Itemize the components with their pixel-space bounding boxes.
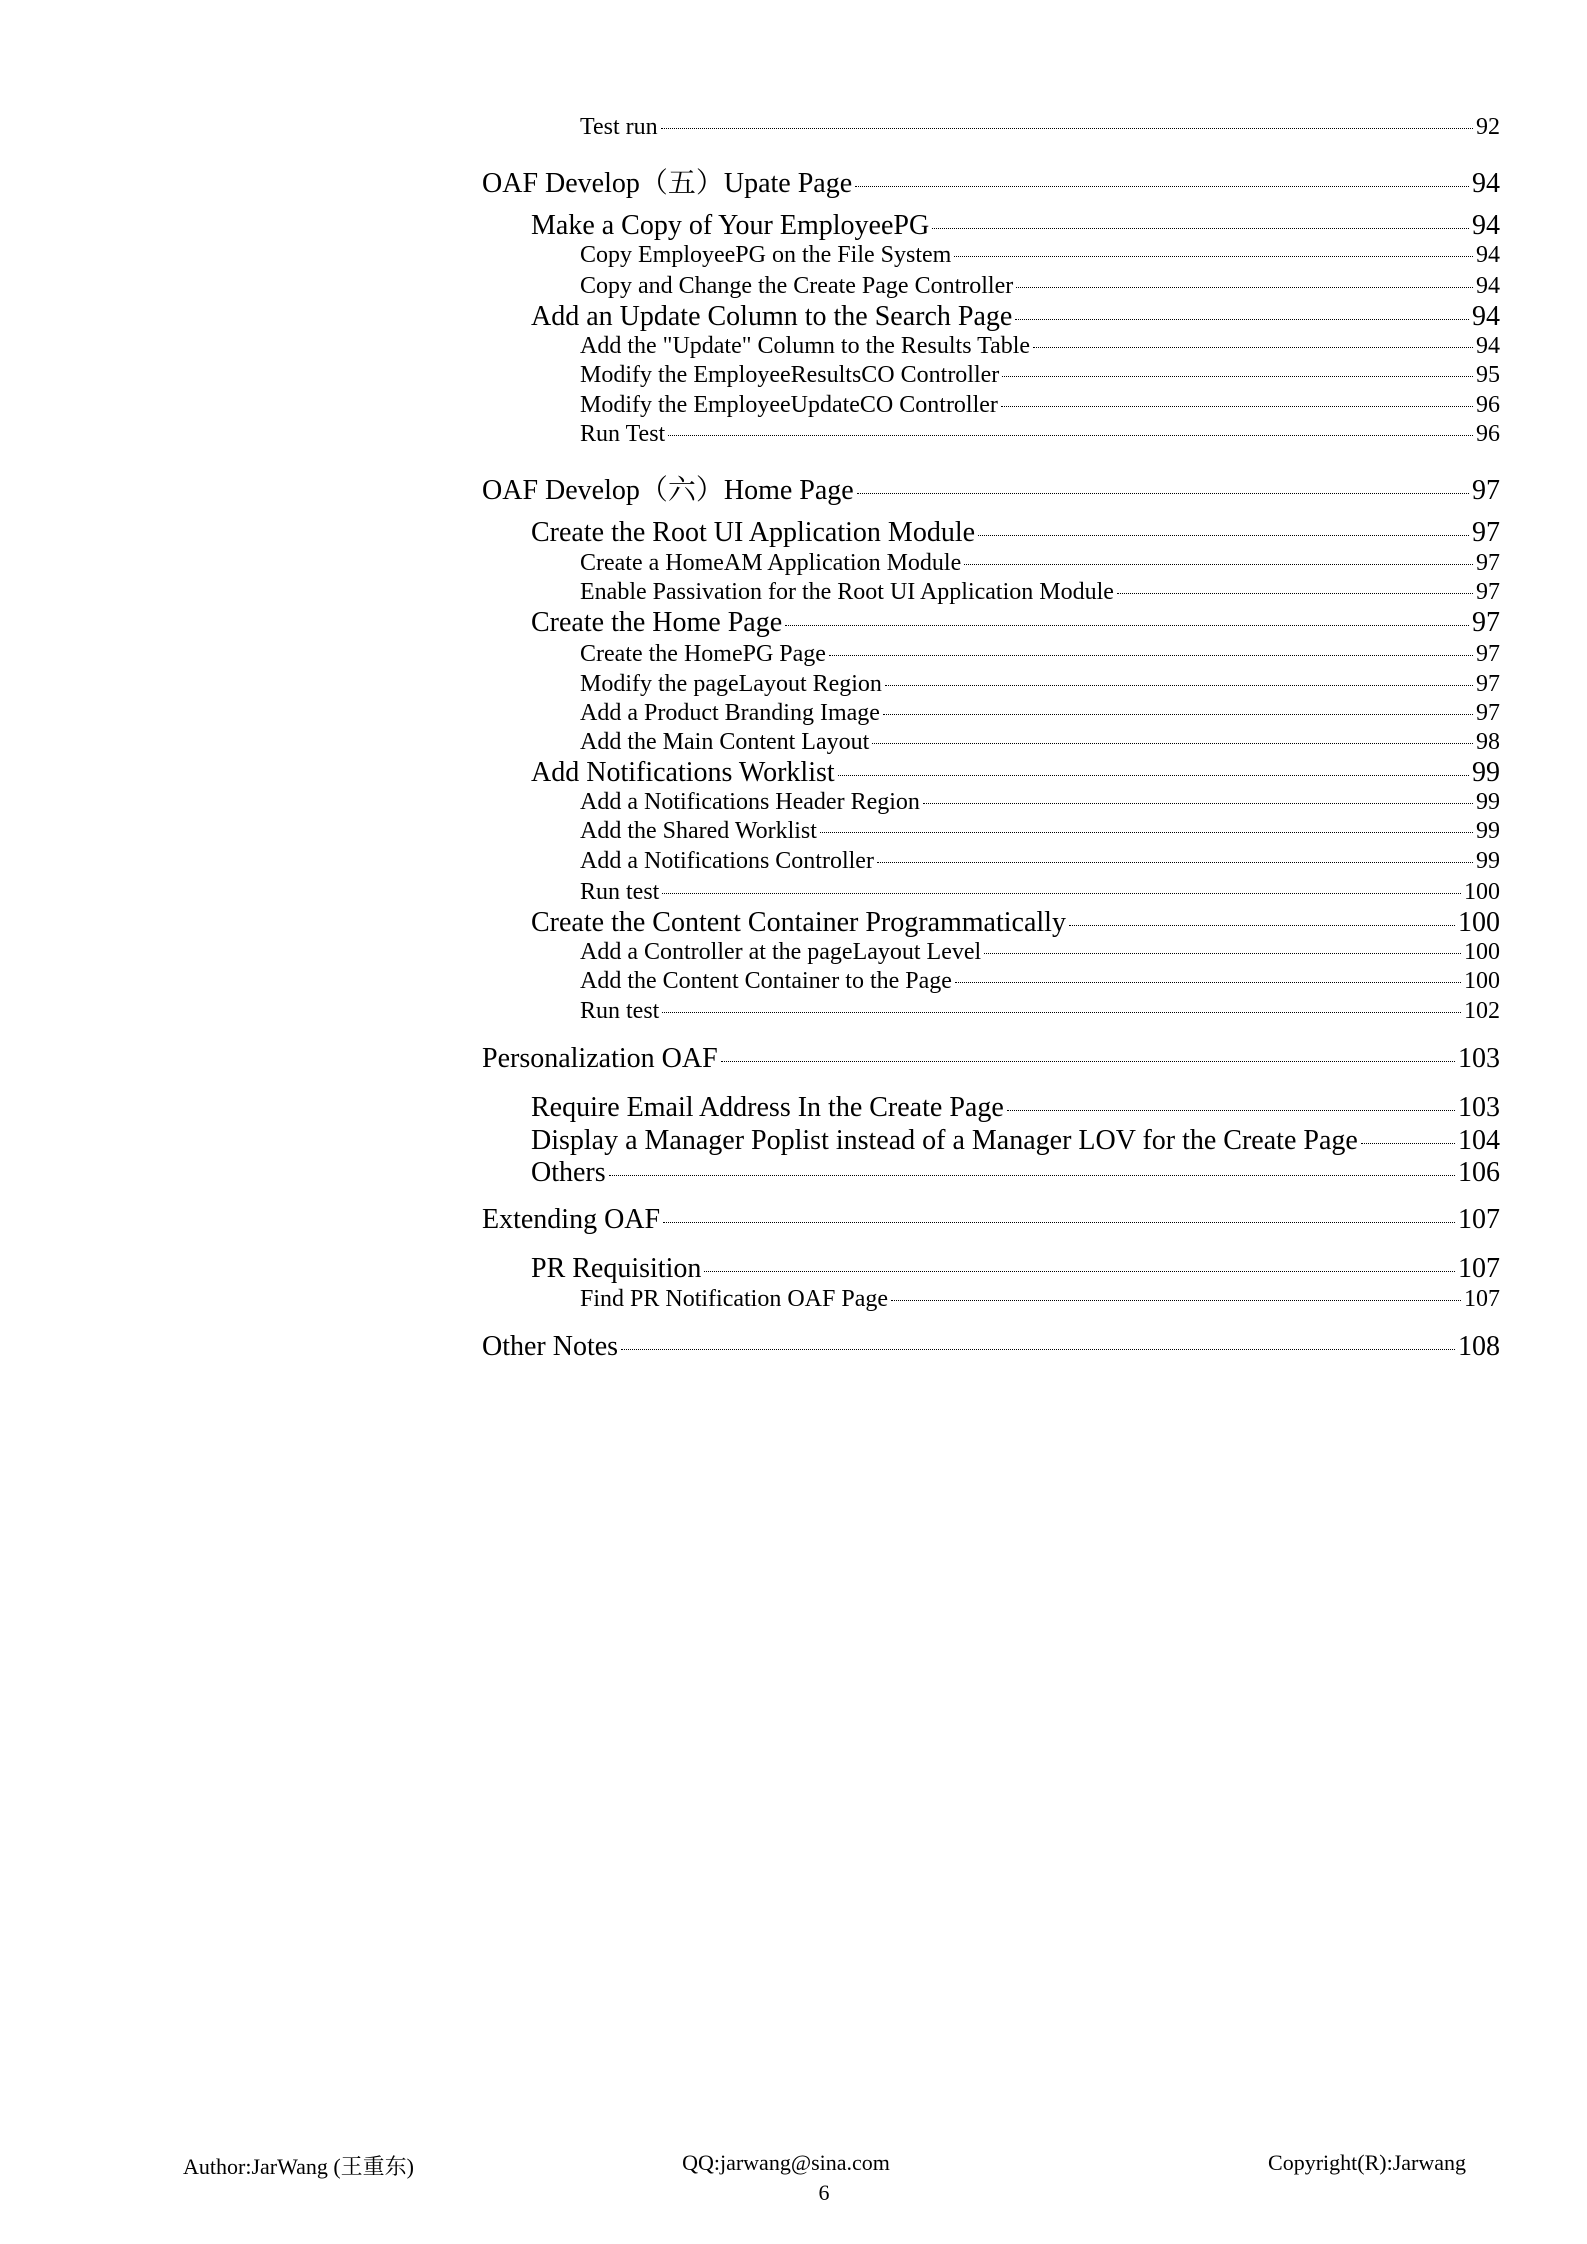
toc-entry-title: Add the Main Content Layout <box>580 728 870 755</box>
toc-entry-page: 94 <box>1476 272 1500 299</box>
toc-entry-page: 100 <box>1464 878 1500 905</box>
toc-entry-page: 100 <box>1464 939 1500 966</box>
toc-entry-title: Other Notes <box>482 1331 619 1363</box>
dot-leader <box>954 256 1473 257</box>
toc-entry-page: 97 <box>1472 606 1500 638</box>
toc-entry-title: Add the "Update" Column to the Results Table <box>580 333 1031 360</box>
dot-leader <box>820 832 1473 833</box>
toc-entry[interactable] <box>531 301 1500 333</box>
toc-entry-title: Copy EmployeePG on the File System <box>580 242 952 269</box>
dot-leader <box>1361 1143 1455 1144</box>
toc-entry-page: 94 <box>1472 300 1500 332</box>
toc-entry[interactable] <box>580 421 1500 448</box>
toc-entry-title: OAF Develop（六）Home Page <box>482 475 854 507</box>
toc-entry-title: Modify the EmployeeResultsCO Controller <box>580 362 1000 389</box>
dot-leader <box>1015 319 1469 320</box>
toc-entry-page: 100 <box>1458 906 1500 938</box>
toc-entry-page: 96 <box>1476 421 1500 448</box>
toc-entry[interactable] <box>580 242 1500 269</box>
dot-leader <box>721 1061 1455 1062</box>
toc-entry-page: 97 <box>1476 578 1500 605</box>
dot-leader <box>1016 287 1473 288</box>
toc-entry[interactable] <box>580 671 1500 698</box>
toc-entry[interactable] <box>580 968 1500 995</box>
dot-leader <box>829 655 1473 656</box>
dot-leader <box>964 564 1473 565</box>
toc-entry-page: 99 <box>1476 818 1500 845</box>
toc-entry-page: 99 <box>1476 848 1500 875</box>
toc-entry[interactable] <box>531 1125 1500 1157</box>
toc-entry-page: 98 <box>1476 728 1500 755</box>
dot-leader <box>785 625 1469 626</box>
dot-leader <box>1007 1110 1455 1111</box>
page-number: 6 <box>818 2180 830 2205</box>
toc-entry[interactable] <box>531 1092 1500 1124</box>
toc-entry-title: Add a Notifications Header Region <box>580 789 920 816</box>
dot-leader <box>1069 925 1455 926</box>
toc-entry-title: Extending OAF <box>482 1204 661 1236</box>
toc-entry-title: Run test <box>580 998 660 1025</box>
dot-leader <box>1033 347 1473 348</box>
toc-entry-title: Add the Shared Worklist <box>580 818 817 845</box>
toc-entry[interactable] <box>482 1204 1500 1236</box>
toc-entry-page: 107 <box>1458 1253 1500 1285</box>
toc-entry-title: Display a Manager Poplist instead of a Manager LOV for the Create Page <box>531 1124 1358 1156</box>
toc-entry-title: Create the HomePG Page <box>580 640 826 667</box>
toc-entry[interactable] <box>531 517 1500 549</box>
toc-entry-page: 107 <box>1464 1285 1500 1312</box>
toc-entry-title: Add a Product Branding Image <box>580 699 880 726</box>
toc-entry-title: Add a Notifications Controller <box>580 848 874 875</box>
dot-leader <box>872 743 1473 744</box>
toc-entry-page: 104 <box>1458 1124 1500 1156</box>
dot-leader <box>838 775 1469 776</box>
toc-entry[interactable] <box>531 210 1500 242</box>
dot-leader <box>923 803 1473 804</box>
dot-leader <box>877 862 1473 863</box>
dot-leader <box>932 228 1469 229</box>
toc-entry[interactable] <box>580 1286 1500 1313</box>
footer-copyright: Copyright(R):Jarwang <box>1268 2150 1466 2175</box>
toc-entry[interactable] <box>580 848 1500 875</box>
toc-entry[interactable] <box>580 362 1500 389</box>
toc-entry-page: 97 <box>1476 670 1500 697</box>
toc-entry[interactable] <box>580 392 1500 419</box>
toc-entry-title: Create the Root UI Application Module <box>531 517 976 549</box>
dot-leader <box>621 1349 1455 1350</box>
toc-entry-title: Find PR Notification OAF Page <box>580 1285 889 1312</box>
toc-entry-title: Run Test <box>580 421 666 448</box>
toc-entry-page: 102 <box>1464 998 1500 1025</box>
toc-entry-page: 95 <box>1476 362 1500 389</box>
toc-entry-title: Add a Controller at the pageLayout Level <box>580 939 982 966</box>
dot-leader <box>885 685 1473 686</box>
toc-entry[interactable] <box>531 907 1500 939</box>
toc-entry-page: 97 <box>1476 640 1500 667</box>
dot-leader <box>1001 406 1473 407</box>
dot-leader <box>857 493 1469 494</box>
toc-entry[interactable] <box>580 273 1500 300</box>
toc-entry-page: 97 <box>1472 517 1500 549</box>
dot-leader <box>663 1222 1455 1223</box>
toc-entry[interactable] <box>482 468 1500 508</box>
toc-entry-page: 100 <box>1464 968 1500 995</box>
toc-entry[interactable] <box>580 729 1500 756</box>
toc-entry-title: Run test <box>580 878 660 905</box>
toc-entry-page: 94 <box>1476 333 1500 360</box>
footer-contact: QQ:jarwang@sina.com <box>682 2150 890 2175</box>
toc-entry-page: 97 <box>1476 549 1500 576</box>
toc-entry-page: 106 <box>1458 1156 1500 1188</box>
toc-entry-page: 103 <box>1458 1091 1500 1123</box>
toc-entry-page: 97 <box>1476 699 1500 726</box>
toc-entry-page: 94 <box>1476 242 1500 269</box>
toc-entry-page: 108 <box>1458 1331 1500 1363</box>
toc-entry-page: 107 <box>1458 1204 1500 1236</box>
toc-entry-title: Others <box>531 1156 606 1188</box>
toc-entry-title: Require Email Address In the Create Page <box>531 1091 1004 1123</box>
toc-entry[interactable] <box>580 579 1500 606</box>
dot-leader <box>609 1175 1455 1176</box>
toc-entry-title: Create the Content Container Programmatically <box>531 906 1066 938</box>
toc-entry[interactable] <box>580 641 1500 668</box>
toc-entry-page: 94 <box>1472 167 1500 199</box>
dot-leader <box>662 893 1461 894</box>
toc-entry-title: Copy and Change the Create Page Controller <box>580 272 1014 299</box>
toc-entry-page: 96 <box>1476 392 1500 419</box>
toc-entry-page: 103 <box>1458 1042 1500 1074</box>
toc-entry[interactable] <box>580 818 1500 845</box>
footer-author: Author:JarWang (王重东) <box>183 2154 415 2179</box>
toc-entry[interactable] <box>531 607 1500 639</box>
dot-leader <box>1002 376 1473 377</box>
dot-leader <box>955 982 1461 983</box>
toc-entry-page: 99 <box>1472 756 1500 788</box>
toc-entry[interactable] <box>482 161 1500 201</box>
toc-entry[interactable] <box>482 1331 1500 1363</box>
toc-entry-title: Test run <box>580 113 658 140</box>
dot-leader <box>883 714 1473 715</box>
toc-entry[interactable] <box>580 939 1500 966</box>
dot-leader <box>855 186 1469 187</box>
toc-entry-title: Enable Passivation for the Root UI Application Module <box>580 578 1114 605</box>
toc-entry[interactable] <box>531 1253 1500 1285</box>
toc-entry-title: OAF Develop（五）Upate Page <box>482 167 853 199</box>
dot-leader <box>662 1012 1461 1013</box>
dot-leader <box>668 435 1473 436</box>
toc-entry[interactable] <box>531 757 1500 789</box>
toc-entry[interactable] <box>580 333 1500 360</box>
toc-entry-title: Modify the pageLayout Region <box>580 670 882 697</box>
toc-entry[interactable] <box>580 550 1500 577</box>
toc-entry[interactable] <box>482 1043 1500 1075</box>
toc-entry-page: 99 <box>1476 789 1500 816</box>
toc-entry[interactable] <box>531 1157 1500 1189</box>
toc-entry-page: 97 <box>1472 475 1500 507</box>
toc-entry[interactable] <box>580 998 1500 1025</box>
toc-entry[interactable] <box>580 789 1500 816</box>
toc-entry-title: PR Requisition <box>531 1253 702 1285</box>
toc-entry-title: Make a Copy of Your EmployeePG <box>531 209 930 241</box>
dot-leader <box>978 535 1469 536</box>
toc-entry-title: Create the Home Page <box>531 606 783 638</box>
toc-entry-page: 92 <box>1476 113 1500 140</box>
toc-entry-title: Add an Update Column to the Search Page <box>531 300 1013 332</box>
dot-leader <box>1117 593 1473 594</box>
toc-entry-title: Create a HomeAM Application Module <box>580 549 962 576</box>
toc-entry-title: Personalization OAF <box>482 1042 718 1074</box>
toc-entry-title: Add the Content Container to the Page <box>580 968 952 995</box>
toc-entry-title: Add Notifications Worklist <box>531 756 835 788</box>
toc-entry[interactable] <box>580 114 1500 141</box>
toc-entry[interactable] <box>580 700 1500 727</box>
dot-leader <box>891 1300 1461 1301</box>
dot-leader <box>984 953 1461 954</box>
dot-leader <box>704 1271 1455 1272</box>
toc-entry-title: Modify the EmployeeUpdateCO Controller <box>580 392 998 419</box>
toc-entry-page: 94 <box>1472 209 1500 241</box>
toc-entry[interactable] <box>580 879 1500 906</box>
dot-leader <box>661 128 1473 129</box>
